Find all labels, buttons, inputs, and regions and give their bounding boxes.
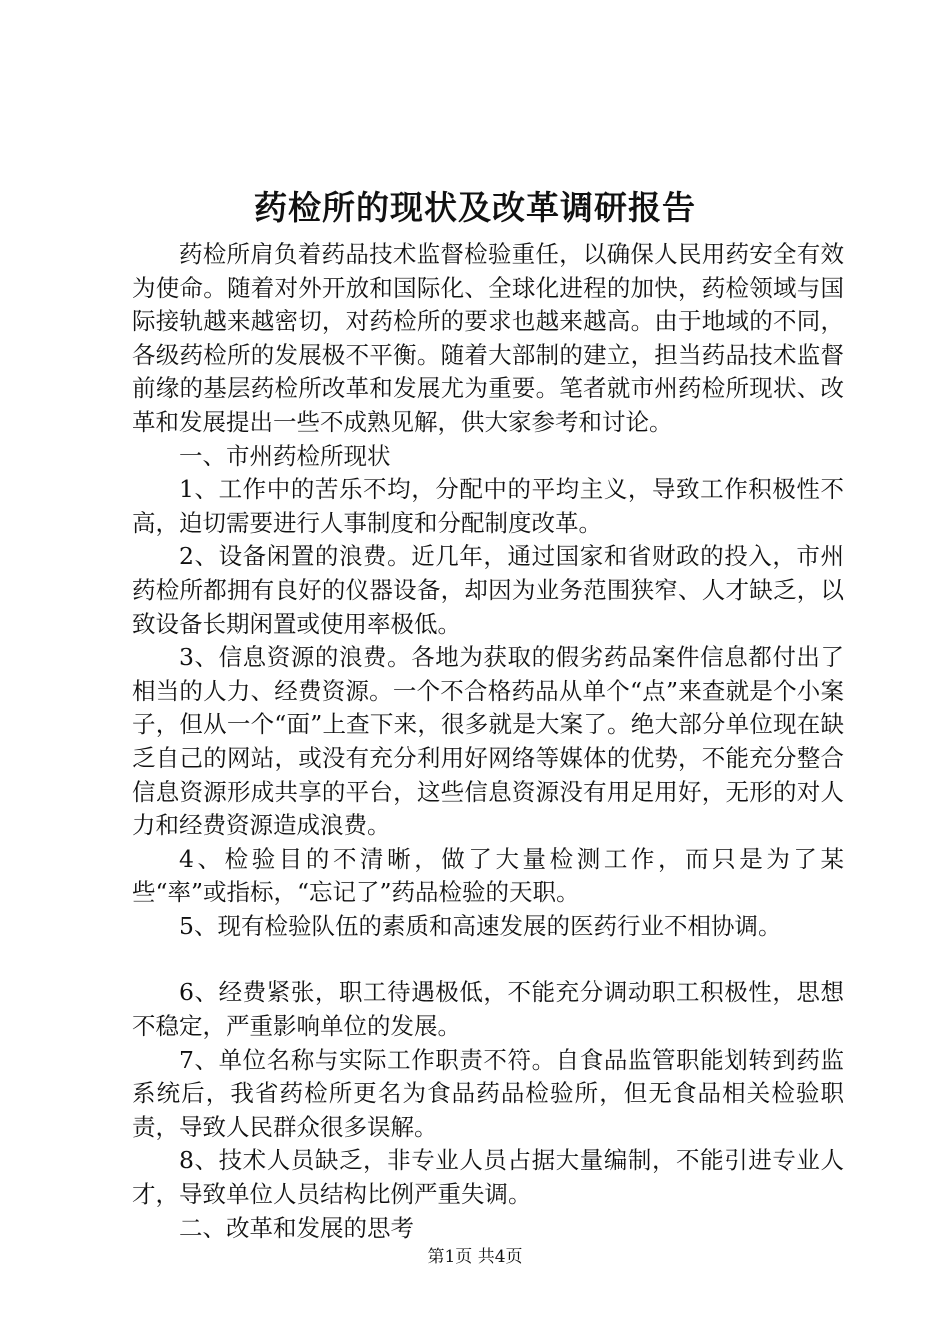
list-item-8: 8、技术人员缺乏，非专业人员占据大量编制，不能引进专业人才，导致单位人员结构比例严重失调。 [132,1146,844,1209]
section-heading-2: 二、改革和发展的思考 [179,1213,414,1242]
section-heading-1: 一、市州药检所现状 [179,441,391,470]
list-item-6: 6、经费紧张，职工待遇极低，不能充分调动职工积极性，思想不稳定，严重影响单位的发展。 [132,978,844,1041]
intro-paragraph: 药检所肩负着药品技术监督检验重任，以确保人民用药安全有效为使命。随着对外开放和国际化、全球化进程的加快，药检领域与国际接轨越来越密切，对药检所的要求也越来越高。由于地域的不同，各级药检所的发展极不平衡。随着大部制的建立，担当药品技术监督前缘的基层药检所改革和发展尤为重要。笔者就市州药检所现状、改革和发展提出一些不成熟见解，供大家参考和讨论。 [132,240,844,436]
list-item-1: 1、工作中的苦乐不均，分配中的平均主义，导致工作积极性不高，迫切需要进行人事制度和分配制度改革。 [132,475,844,537]
page-number-footer: 第1页 共4页 [427,1247,523,1267]
document-body [132,238,844,1245]
list-item-2: 2、设备闲置的浪费。近几年，通过国家和省财政的投入，市州药检所都拥有良好的仪器设备，却因为业务范围狭窄、人才缺乏，以致设备长期闲置或使用率极低。 [132,542,844,638]
list-item-7: 7、单位名称与实际工作职责不符。自食品监管职能划转到药监系统后，我省药检所更名为食品药品检验所，但无食品相关检验职责，导致人民群众很多误解。 [132,1045,844,1141]
document-title: 药检所的现状及改革调研报告 [254,188,696,227]
list-item-3: 3、信息资源的浪费。各地为获取的假劣药品案件信息都付出了相当的人力、经费资源。一个不合格药品从单个“点”来查就是个小案子，但从一个“面”上查下来，很多就是大案了。绝大部分单位现在缺乏自己的网站，或没有充分利用好网络等媒体的优势，不能充分整合信息资源形成共享的平台，这些信息资源没有用足用好，无形的对人力和经费资源造成浪费。 [132,643,844,840]
list-item-4: 4、检验目的不清晰，做了大量检测工作，而只是为了某些“率”或指标，“忘记了”药品检验的天职。 [132,844,844,907]
list-item-5: 5、现有检验队伍的素质和高速发展的医药行业不相协调。 [179,911,782,940]
